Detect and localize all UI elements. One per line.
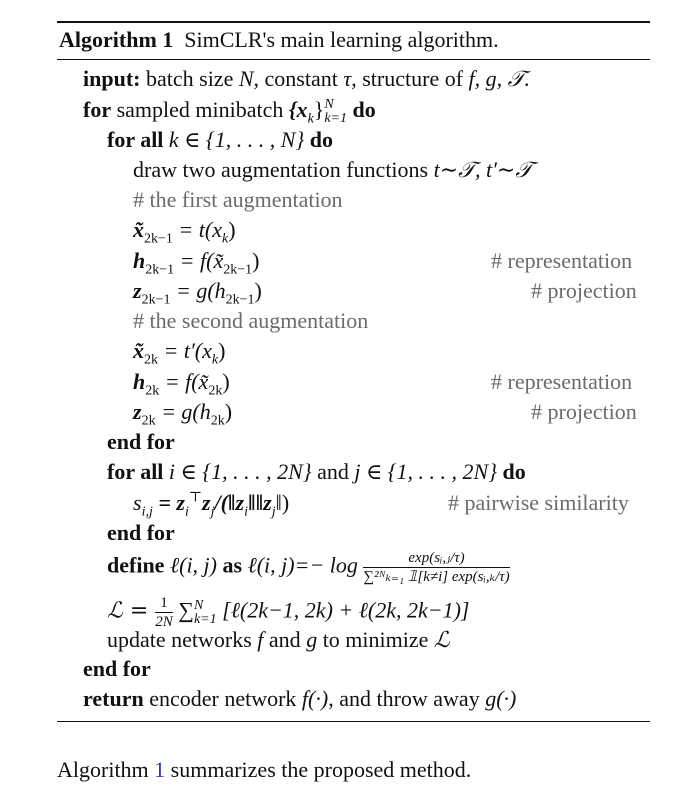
math-sub: i,j: [141, 504, 153, 520]
math-sub: i: [184, 504, 189, 520]
math-rhs: = t(x: [172, 217, 222, 242]
return-line: [83, 686, 516, 712]
return-text: encoder network: [143, 686, 302, 711]
comment-pairwise-similarity: # pairwise similarity: [448, 490, 629, 515]
math-rhs: = g(h: [170, 278, 226, 303]
math-sub: i: [244, 504, 248, 520]
math-j-range: j ∈ {1, . . . , 2N}: [348, 459, 503, 484]
loss-fraction: [363, 550, 509, 585]
forall-keyword: for all: [107, 459, 164, 484]
math-sub: k=1: [193, 611, 217, 627]
return-keyword: return: [83, 686, 144, 711]
bottom-rule: [57, 721, 650, 722]
math-sum: ∑: [172, 597, 194, 623]
math-sub: 2k−1: [145, 262, 175, 278]
body-paragraph: [57, 757, 471, 783]
math-close: }: [313, 97, 325, 122]
x-2k-1-line: [133, 217, 236, 247]
math-sub: 2k: [145, 383, 160, 399]
comment-second-augmentation: # the second augmentation: [133, 308, 369, 333]
math-rhs: = f(x̃: [159, 369, 209, 394]
do-keyword: do: [352, 97, 376, 122]
do-keyword: do: [309, 127, 333, 152]
math-x: x̃: [133, 338, 144, 363]
input-line: [83, 66, 530, 92]
math-sup: N: [193, 597, 204, 613]
math-tau: τ: [343, 66, 352, 91]
input-text: , constant: [253, 66, 344, 91]
math-sup: N: [324, 96, 334, 112]
math-f: f: [257, 627, 264, 652]
forall-keyword: for all: [107, 127, 164, 152]
body-text: summarizes the proposed method.: [165, 757, 472, 782]
math-rhs: = f(x̃: [174, 248, 224, 273]
math-fgT: f, g, 𝒯.: [468, 66, 530, 91]
math-L: ℒ =: [107, 598, 156, 624]
update-line: [107, 627, 450, 654]
math-close: ): [228, 217, 236, 242]
math-z: z: [133, 278, 142, 303]
for-text: sampled minibatch: [111, 97, 289, 122]
math-z: z: [202, 490, 211, 515]
math-sub: 2k−1: [225, 292, 255, 308]
z-2k-1-line: [133, 278, 262, 308]
math-sub: k: [211, 352, 219, 368]
math-g: g: [306, 627, 318, 652]
input-text: , structure of: [351, 66, 469, 91]
comment-projection: # projection: [531, 399, 637, 424]
math-sub: 2k−1: [144, 231, 173, 247]
math-sub: 2k−1: [141, 292, 171, 308]
math-sub: 2k−1: [223, 262, 253, 278]
math-close: ): [222, 369, 230, 394]
end-for-inner-2: end for: [107, 520, 175, 545]
math-sub: 2k: [208, 383, 223, 399]
update-text: to minimize: [317, 627, 434, 652]
for-minibatch-line: [83, 97, 376, 126]
math-z: z: [133, 399, 142, 424]
algorithm-caption: [59, 27, 499, 53]
math-close: ): [224, 399, 233, 424]
comment-representation: # representation: [491, 369, 633, 394]
comment-first-augmentation: # the first augmentation: [133, 187, 343, 212]
math-i-range: i ∈ {1, . . . , 2N}: [163, 459, 318, 484]
math-lhs: ℓ(i, j): [164, 552, 223, 578]
math-rhs: [ℓ(2k−1, 2k) + ℓ(2k, 2k−1)]: [216, 597, 470, 623]
math-sub: 2k: [210, 413, 225, 429]
comment-representation: # representation: [491, 248, 633, 273]
math-rhs: = z: [152, 490, 185, 515]
math-sub: k: [221, 231, 229, 247]
define-keyword: define: [107, 552, 165, 578]
as-keyword: as: [222, 552, 243, 578]
math-L: ℒ: [433, 628, 450, 653]
math-rhs: = g(h: [155, 399, 211, 424]
math-s: s: [133, 490, 142, 515]
math-rhs: ℓ(i, j)=− log: [242, 552, 364, 578]
math-sub: k: [307, 111, 314, 127]
forall-k-line: [107, 127, 333, 153]
return-text: , and throw away: [328, 686, 486, 711]
fraction-numerator: 1: [155, 595, 173, 613]
fraction-denominator: ∑²ᴺₖ₌₁ 𝟙[k≠i] exp(sᵢ,ₖ/τ): [363, 569, 510, 585]
caption-rule: [57, 59, 650, 60]
update-text: and: [263, 627, 307, 652]
end-for-outer: end for: [83, 656, 151, 681]
h-2k-line: [133, 369, 230, 399]
math-N: N: [238, 66, 254, 91]
similarity-line: [133, 490, 290, 520]
do-keyword: do: [502, 459, 526, 484]
math-norm: ‖‖z: [247, 490, 272, 515]
math-close: ): [254, 278, 262, 303]
fraction-denominator: 2N: [155, 614, 173, 630]
math-draw: t∼𝒯, t′∼𝒯: [433, 157, 533, 182]
fraction-numerator: exp(sᵢ,ⱼ/τ): [363, 550, 509, 568]
math-x: x̃: [133, 217, 144, 242]
math-close: ): [252, 248, 260, 273]
top-rule: [57, 21, 650, 23]
comment-projection: # projection: [531, 278, 637, 303]
x-2k-line: [133, 338, 226, 368]
math-h: h: [133, 248, 146, 273]
algorithm-title: SimCLR's main learning algorithm.: [184, 27, 499, 52]
input-keyword: input:: [83, 66, 141, 91]
math-close: ‖): [275, 490, 290, 515]
math-rhs: = t′(x: [158, 338, 212, 363]
draw-line: [133, 157, 532, 183]
math-set: {x: [288, 97, 308, 122]
math-f: f(·): [301, 686, 329, 711]
math-sup: ⊤: [188, 490, 203, 506]
math-h: h: [133, 369, 146, 394]
math-sub: 2k: [141, 413, 156, 429]
body-text: Algorithm: [57, 757, 155, 782]
math-sub: k=1: [324, 110, 348, 126]
math-k-range: k ∈ {1, . . . , N}: [163, 127, 310, 152]
math-sub: j: [210, 504, 215, 520]
draw-text: draw two augmentation functions: [133, 157, 434, 182]
forall-ij-line: [107, 459, 526, 485]
math-g: g(·): [485, 686, 517, 711]
math-sub: 2k: [144, 352, 158, 368]
h-2k-1-line: [133, 248, 260, 278]
loss-scale-fraction: [155, 595, 173, 630]
math-norm: /(‖z: [214, 490, 245, 515]
input-text: batch size: [140, 66, 239, 91]
and-text: and: [317, 459, 349, 484]
algorithm-reference-link[interactable]: 1: [154, 757, 166, 782]
end-for-inner-1: end for: [107, 429, 175, 454]
math-close: ): [218, 338, 226, 363]
update-text: update networks: [107, 627, 258, 652]
math-sub: j: [271, 504, 276, 520]
total-loss-line: [107, 595, 470, 630]
z-2k-line: [133, 399, 233, 429]
define-loss-line: [107, 550, 510, 585]
algorithm-label: Algorithm 1: [59, 27, 174, 52]
for-keyword: for: [83, 97, 112, 122]
